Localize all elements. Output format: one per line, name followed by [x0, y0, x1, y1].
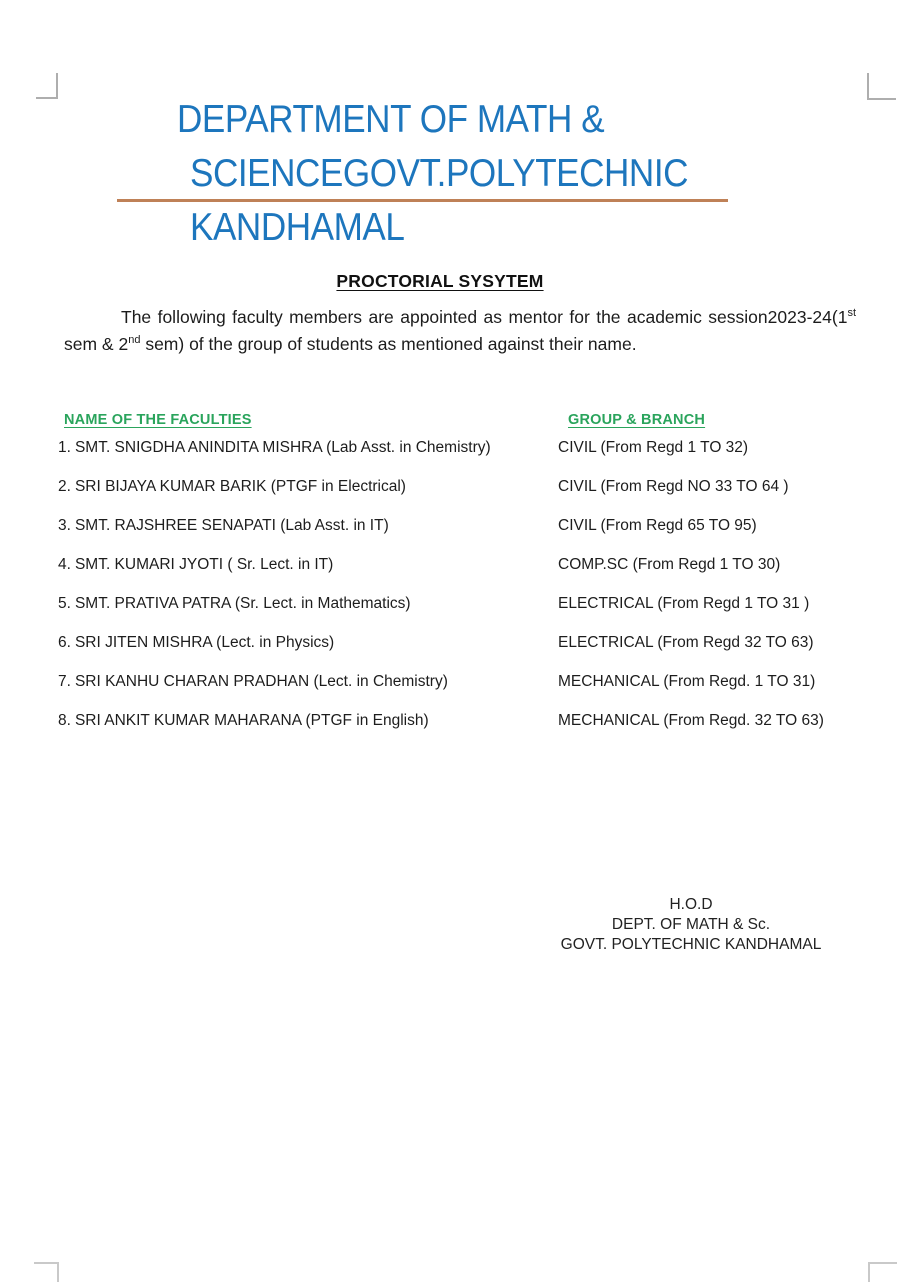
row-number: 2.: [58, 478, 71, 495]
signature-block: [548, 895, 834, 955]
intro-superscript-nd: nd: [128, 334, 141, 347]
faculty-name: SRI BIJAYA KUMAR BARIK (PTGF in Electrical): [74, 478, 406, 495]
faculty-name-cell: [58, 671, 558, 693]
column-header-faculty-name: NAME OF THE FACULTIES: [64, 412, 252, 428]
group-branch-cell: ELECTRICAL (From Regd 32 TO 63): [558, 634, 814, 651]
faculty-name: SRI ANKIT KUMAR MAHARANA (PTGF in English): [74, 712, 429, 729]
row-number: 8.: [58, 712, 71, 729]
faculty-name: SMT. RAJSHREE SENAPATI (Lab Asst. in IT): [74, 517, 389, 534]
title-horizontal-rule: [117, 199, 728, 202]
row-number: 4.: [58, 556, 71, 573]
faculty-name-cell: [58, 632, 558, 654]
faculty-table-rows: [58, 437, 868, 749]
faculty-name-cell: [58, 554, 558, 576]
document-title-line-3: KANDHAMAL: [190, 206, 405, 249]
document-title-line-1: DEPARTMENT OF MATH &: [177, 98, 605, 141]
faculty-name-cell: [58, 476, 558, 498]
page-margin-corner-top-right: [867, 73, 896, 100]
faculty-table-headers: [64, 412, 864, 428]
intro-text-part2: sem & 2: [64, 334, 129, 354]
row-number: 6.: [58, 634, 71, 651]
faculty-name-cell: [58, 710, 558, 732]
signature-line-hod: H.O.D: [669, 896, 713, 913]
table-row: [58, 710, 868, 732]
signature-line-dept: DEPT. OF MATH & Sc.: [611, 916, 771, 933]
table-row: [58, 632, 868, 654]
intro-text-part3: sem) of the group of students as mentioned against their name.: [140, 334, 637, 354]
signature-line-institute: GOVT. POLYTECHNIC KANDHAMAL: [560, 936, 822, 953]
table-row: [58, 515, 868, 537]
group-branch-cell: COMP.SC (From Regd 1 TO 30): [558, 556, 781, 573]
faculty-name-cell: [58, 593, 558, 615]
row-number: 5.: [58, 595, 71, 612]
faculty-name: SMT. KUMARI JYOTI ( Sr. Lect. in IT): [74, 556, 334, 573]
intro-text-part1: The following faculty members are appointed as mentor for the academic session2023-24(1: [121, 307, 848, 327]
table-row: [58, 476, 868, 498]
column-header-group-wrap: [568, 412, 705, 428]
table-row: [58, 671, 868, 693]
group-branch-cell: CIVIL (From Regd NO 33 TO 64 ): [558, 478, 789, 495]
table-row: [58, 437, 868, 459]
group-branch-cell: MECHANICAL (From Regd. 32 TO 63): [558, 712, 824, 729]
page-margin-corner-top-left: [36, 73, 58, 99]
faculty-name: SMT. PRATIVA PATRA (Sr. Lect. in Mathematics): [74, 595, 411, 612]
row-number: 3.: [58, 517, 71, 534]
faculty-name-cell: [58, 437, 558, 459]
group-branch-cell: CIVIL (From Regd 1 TO 32): [558, 439, 749, 456]
intro-paragraph: [64, 304, 856, 358]
group-branch-cell: ELECTRICAL (From Regd 1 TO 31 ): [558, 595, 810, 612]
faculty-name: SRI KANHU CHARAN PRADHAN (Lect. in Chemistry): [74, 673, 448, 690]
section-heading-proctorial-system: PROCTORIAL SYSYTEM: [336, 271, 544, 291]
intro-superscript-st: st: [847, 307, 856, 320]
page-margin-corner-bottom-left: [34, 1262, 59, 1282]
group-branch-cell: CIVIL (From Regd 65 TO 95): [558, 517, 757, 534]
document-title-line-2: SCIENCEGOVT.POLYTECHNIC: [190, 152, 689, 195]
faculty-name-cell: [58, 515, 558, 537]
faculty-name: SMT. SNIGDHA ANINDITA MISHRA (Lab Asst. in Chemistry): [74, 439, 491, 456]
column-header-group-branch: GROUP & BRANCH: [568, 412, 706, 428]
table-row: [58, 554, 868, 576]
column-header-name-wrap: [64, 412, 568, 428]
page-margin-corner-bottom-right: [868, 1262, 897, 1282]
group-branch-cell: MECHANICAL (From Regd. 1 TO 31): [558, 673, 816, 690]
row-number: 7.: [58, 673, 71, 690]
table-row: [58, 593, 868, 615]
faculty-name: SRI JITEN MISHRA (Lect. in Physics): [74, 634, 335, 651]
row-number: 1.: [58, 439, 71, 456]
